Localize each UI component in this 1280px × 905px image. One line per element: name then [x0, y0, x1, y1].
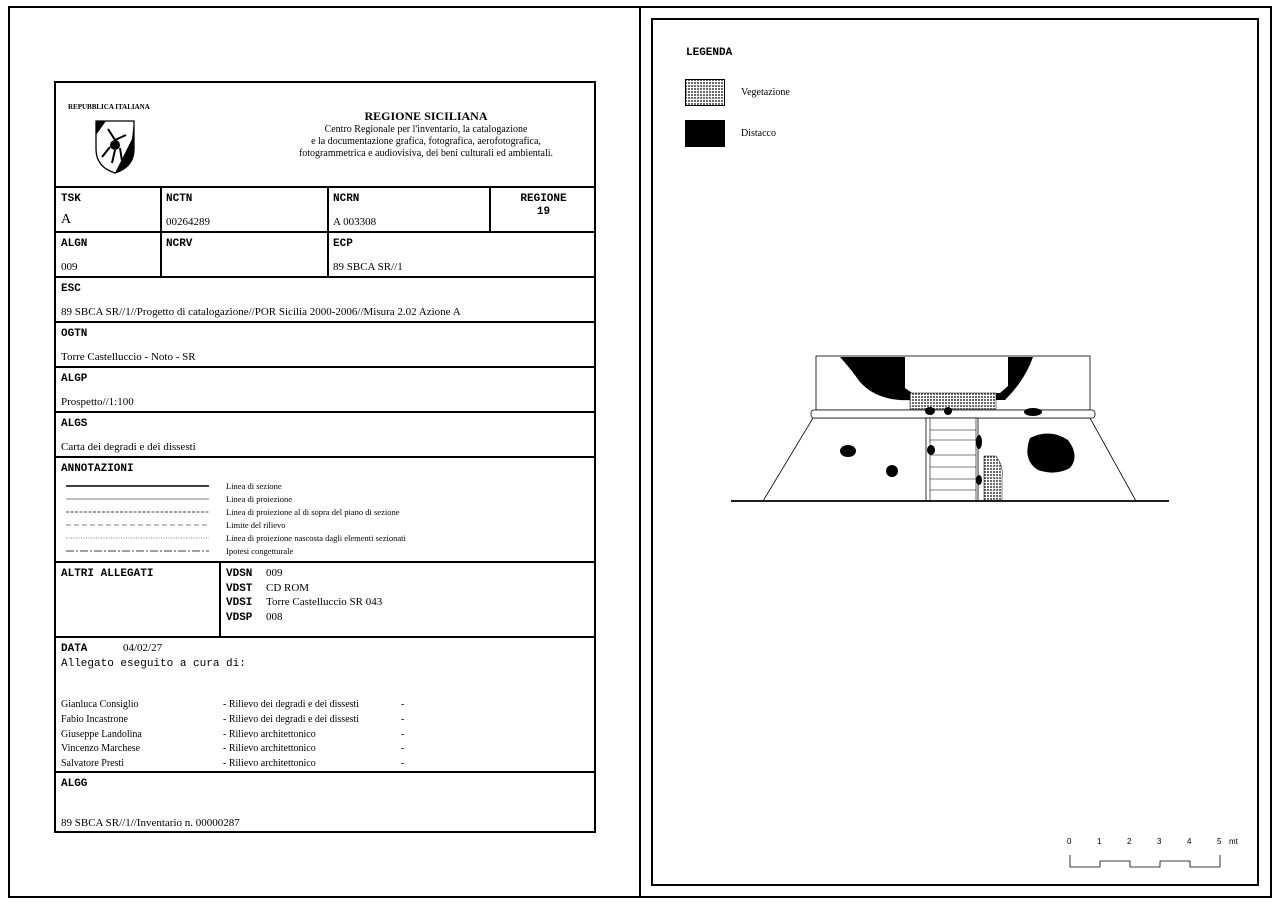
- legend-distacco-swatch: [685, 120, 725, 147]
- rule: [219, 561, 221, 636]
- algp-label: ALGP: [61, 373, 88, 385]
- esc-label: ESC: [61, 283, 81, 295]
- line-type-label: Limite del rilievo: [226, 520, 286, 530]
- author-role: - Rilievo dei degradi e dei dissesti: [223, 699, 360, 710]
- scale-tick: 3: [1157, 837, 1162, 846]
- rule: [56, 321, 596, 323]
- author-dash: -: [401, 699, 405, 710]
- center-line-1: Centro Regionale per l'inventario, la catalogazione: [324, 124, 528, 135]
- author-role: - Rilievo architettonico: [223, 758, 316, 770]
- rule: [56, 411, 596, 413]
- legend-vegetation-label: Vegetazione: [741, 87, 790, 98]
- algn-label: ALGN: [61, 238, 88, 250]
- regione-label: REGIONE: [520, 193, 567, 205]
- ncrn-label: NCRN: [333, 193, 360, 205]
- line-type-label: Ipotesi congetturale: [226, 546, 294, 556]
- nctn-label: NCTN: [166, 193, 193, 205]
- center-line-2: e la documentazione grafica, fotografica, aerofotografica,: [311, 136, 541, 147]
- algs-value: Carta dei degradi e dei dissesti: [61, 441, 196, 453]
- scale-unit: mt: [1229, 837, 1238, 846]
- allegato-key: VDST: [226, 582, 253, 595]
- author-row: [61, 713, 591, 728]
- rule: [56, 231, 596, 233]
- allegato-key: VDSI: [226, 597, 253, 609]
- tsk-label: TSK: [61, 193, 81, 205]
- ecp-label: ECP: [333, 238, 353, 250]
- tsk-value: A: [61, 212, 72, 227]
- ogtn-value: Torre Castelluccio - Noto - SR: [61, 351, 196, 363]
- author-row: [61, 698, 591, 713]
- author-role: - Rilievo dei degradi e dei dissesti: [223, 713, 360, 725]
- data-label: DATA: [61, 643, 88, 655]
- data-value: 04/02/27: [123, 642, 163, 654]
- allegato-value: 009: [266, 567, 283, 579]
- line-types-legend: [66, 479, 546, 559]
- sheet-divider: [639, 6, 641, 898]
- allegato-row: [226, 611, 382, 626]
- allegato-row: [226, 596, 382, 611]
- legend-vegetation-swatch: [685, 79, 725, 106]
- ogtn-label: OGTN: [61, 328, 88, 340]
- scale-tick: 4: [1187, 837, 1192, 846]
- author-row: [61, 757, 591, 772]
- algp-value: Prospetto//1:100: [61, 396, 134, 408]
- allegato-key: VDSN: [226, 568, 253, 580]
- author-name: Salvatore Presti: [61, 758, 125, 770]
- algg-value: 89 SBCA SR//1//Inventario n. 00000287: [61, 817, 240, 829]
- altri-allegati-label: ALTRI ALLEGATI: [61, 568, 154, 580]
- author-name: Gianluca Consiglio: [61, 699, 139, 710]
- author-dash: -: [401, 728, 405, 740]
- allegato-value: CD ROM: [266, 581, 310, 594]
- esc-value: 89 SBCA SR//1//Progetto di catalogazione//POR Sicilia 2000-2006//Misura 2.02 Azione A: [61, 306, 461, 318]
- scale-tick: 5: [1217, 837, 1222, 846]
- authors-list: [61, 698, 591, 772]
- ecp-value: 89 SBCA SR//1: [333, 261, 403, 273]
- author-role: - Rilievo architettonico: [223, 743, 316, 755]
- allegato-row: [226, 567, 382, 582]
- rule: [56, 561, 596, 563]
- scale-tick: 2: [1127, 837, 1132, 846]
- author-row: [61, 728, 591, 743]
- region-title: REGIONE SICILIANA: [364, 109, 488, 123]
- center-line-3: fotogrammetrica e audiovisiva, dei beni culturali ed ambientali.: [298, 148, 554, 159]
- author-dash: -: [401, 713, 405, 725]
- algn-value: 009: [61, 261, 78, 273]
- author-role: - Rilievo architettonico: [223, 728, 316, 740]
- allegati-list: [226, 567, 382, 625]
- center-description: [256, 124, 596, 160]
- allegato-subtitle: Allegato eseguito a cura di:: [61, 658, 246, 670]
- author-dash: -: [401, 758, 405, 770]
- author-name: Vincenzo Marchese: [61, 743, 141, 755]
- line-type-label: Linea di proiezione al di sopra del piano di sezione: [226, 507, 400, 517]
- algg-label: ALGG: [61, 778, 88, 790]
- ncrn-value: A 003308: [333, 216, 377, 228]
- rule: [56, 186, 596, 188]
- regione-value: 19: [536, 206, 551, 218]
- legend-title: LEGENDA: [686, 47, 733, 59]
- scale-tick: 0: [1067, 837, 1072, 846]
- algs-label: ALGS: [61, 418, 88, 430]
- author-dash: -: [401, 743, 405, 755]
- author-row: [61, 742, 591, 757]
- tower-elevation-drawing: [730, 350, 1172, 506]
- republic-label: REPUBBLICA ITALIANA: [68, 103, 150, 111]
- rule: [56, 366, 596, 368]
- author-name: Fabio Incastrone: [61, 713, 128, 725]
- sicily-emblem: [92, 119, 138, 175]
- rule: [56, 636, 596, 638]
- allegato-value: Torre Castelluccio SR 043: [266, 596, 383, 608]
- rule: [327, 186, 329, 276]
- allegato-row: [226, 582, 382, 597]
- author-name: Giuseppe Landolina: [61, 728, 142, 740]
- legend-distacco-label: Distacco: [741, 128, 776, 139]
- allegato-key: VDSP: [226, 611, 253, 624]
- line-type-label: Linea di sezione: [226, 481, 282, 491]
- line-type-label: Linea di proiezione: [226, 494, 293, 504]
- scale-tick: 1: [1097, 837, 1102, 846]
- rule: [56, 456, 596, 458]
- line-type-label: Linea di proiezione nascosta dagli elementi sezionati: [226, 533, 406, 543]
- rule: [160, 186, 162, 276]
- annotazioni-label: ANNOTAZIONI: [61, 463, 134, 475]
- scale-bar: [1060, 833, 1250, 873]
- ncrv-label: NCRV: [166, 238, 193, 250]
- catalog-card: [54, 81, 596, 833]
- allegato-value: 008: [266, 610, 283, 623]
- nctn-value: 00264289: [166, 216, 210, 228]
- rule: [56, 276, 596, 278]
